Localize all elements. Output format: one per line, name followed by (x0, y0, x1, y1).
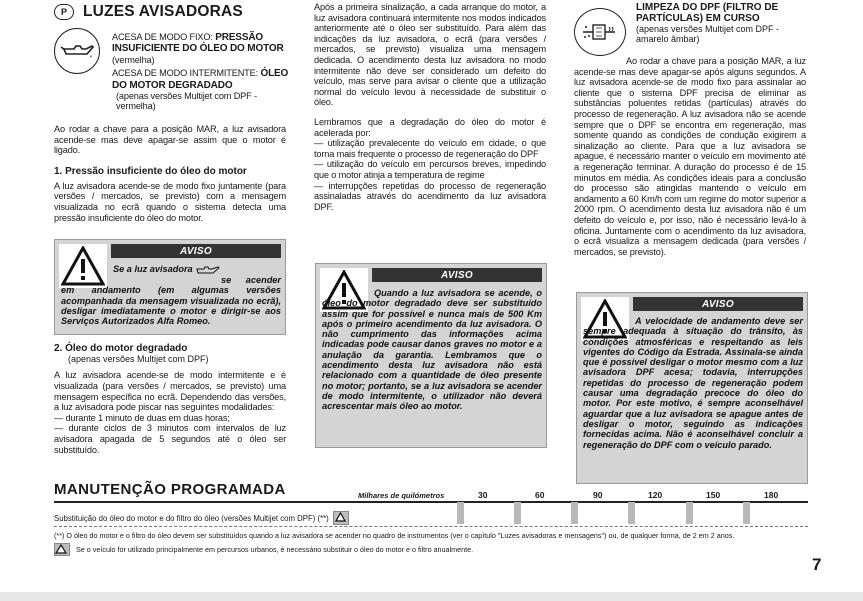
fixed-prefix: ACESA DE MODO FIXO: (112, 32, 216, 42)
oil-warning-heading (112, 32, 290, 112)
aviso-label: AVISO (111, 244, 281, 258)
col2-item2: — utilização do veículo em percursos breves, impedindo que o motor atinja a temperatura de regime (314, 159, 546, 180)
intermittent-note: (apenas versões Multijet com DPF - vermelha) (116, 91, 257, 112)
footnote-2: Se o veículo for utilizado principalmente em percursos urbanos, é necessário substituir o óleo do motor e o filtro anualmente. (76, 545, 474, 554)
dpf-title: LIMPEZA DO DPF (FILTRO DE PARTÍCULAS) EM CURSO (636, 2, 779, 24)
col1-section2 (54, 343, 286, 455)
oil-can-icon (54, 28, 100, 74)
warning-triangle-icon (54, 543, 70, 556)
page-title: LUZES AVISADORAS (83, 3, 243, 20)
km-column-shade (743, 502, 750, 524)
section2-item2: — durante ciclos de 3 minutos com intervalos de luz avisadora apagada de 5 segundos até o óleo ser substituído. (54, 423, 286, 455)
maintenance-row (54, 511, 349, 525)
warning-triangle-icon (333, 511, 349, 525)
km-value: 30 (478, 490, 488, 500)
fixed-color: (vermelha) (112, 54, 155, 65)
footnote-1: (**) O óleo do motor e o filtro do óleo devem ser substituídos quando a luz avisadora se acender no quadro de instrumentos (ver o capítulo "Luzes avisadoras e mensagens") ou, de qualquer forma, de 2 em 2 anos. (54, 531, 735, 540)
km-column-shade (457, 502, 464, 524)
oil-can-icon (195, 265, 221, 275)
column-middle (314, 2, 546, 212)
dpf-paragraph: Ao rodar a chave para a posição MAR, a luz acende-se mas deve apagar-se após alguns segundos. A luz avisadora acende-se de modo fixo para assinalar ao cliente que o sistema DPF precisa de eliminar as substâncias poluentes retidas (partículas) através do processo de regeneração. A luz avisadora não se acende sempre que o DPF se encontra em regeneração, mas somente quando as condições de condução exigirem a sinalização ao cliente. Para que a luz avisadora se apague, é necessário manter o veículo em movimento até a regeneração terminar. A duração do processo é de 15 minutos em média. As condições ideais para a conclusão do processo são atingidas mantendo o veículo em andamento a 60 Km/h com um regime do motor superior a 2000 rpm. O acendimento desta luz avisadora não é um defeito do veículo e, por isso, não é necessário levá-lo à oficina. Juntamente com o acendimento da luz avisadora, o ecrã visualiza a mensagem dedicada (para versões / mercados, se previsto). (574, 56, 806, 257)
warning-box-2 (315, 263, 547, 448)
bottom-margin-band (0, 592, 863, 601)
aviso-label: AVISO (633, 297, 803, 311)
km-column-shade (686, 502, 693, 524)
km-value: 90 (593, 490, 603, 500)
maintenance-item-label: Substituição do óleo do motor e do filtro do óleo (versões Multijet com DPF) (**) (54, 513, 329, 523)
divider-dashed (54, 526, 808, 527)
col2-item1: — utilização prevalecente do veículo em cidade, o que torna mais frequente o processo de regeneração do DPF (314, 138, 546, 159)
page-number: 7 (812, 555, 822, 574)
section2-text: A luz avisadora acende-se de modo intermitente e é visualizada (para versões / mercados, se previsto) uma mensagem específica no ecrã. Dependendo das versões, a luz avisadora pode piscar nas seguintes modalidades: (54, 370, 286, 413)
col2-para2: Lembramos que a degradação do óleo do motor é acelerada por: (314, 116, 546, 138)
col2-para1: Após a primeira sinalização, a cada arranque do motor, a luz avisadora continuará intermitente nos modos indicados anteriormente até o óleo ser substituído. Para além das indicações da luz avisadora, o ecrã (para versões / mercados, se previsto) visualiza uma mensagem dedicada. O acendimento desta luz avisadora no modo intermitente não deve ser considerado um defeito do veículo, mas serve para avisar o cliente que a utilização normal do veículo levou à necessidade de substituir o óleo. (314, 2, 546, 108)
km-value: 120 (648, 490, 663, 500)
col2-item3: — interrupções repetidas do processo de regeneração assinaladas através do acendimento da luz avisadora DPF. (314, 180, 546, 212)
section2-item1: — durante 1 minuto de duas em duas horas; (54, 412, 230, 423)
aviso-1-text: se acender em andamento (em algumas versões acompanhada da mensagem visualizada no ecrã), desligar imediatamente o motor e dirigir-se aos Serviços Autorizados Alfa Romeo. (61, 275, 281, 327)
aviso-1-text-a: Se a luz avisadora (113, 264, 193, 274)
maintenance-title: MANUTENÇÃO PROGRAMADA (54, 481, 286, 498)
dpf-filter-icon (574, 8, 626, 56)
col1-body (54, 124, 286, 223)
section2-title: 2. Óleo do motor degradado (54, 343, 188, 354)
km-column-shade (571, 502, 578, 524)
footnote-2-row (54, 543, 814, 556)
warning-box-1 (54, 239, 286, 335)
fixed-bold: PRESSÃO INSUFICIENTE DO ÓLEO DO MOTOR (112, 32, 284, 55)
intro-text: Ao rodar a chave para a posição MAR, a luz avisadora acende-se mas deve apagar-se assim que o motor é ligado. (54, 124, 286, 156)
aviso-2-text: Quando a luz avisadora se acende, o óleo do motor degradado deve ser substituído assim que for possível e nunca mais de 500 Km após o primeiro acendimento da luz avisadora. O não cumprimento das informações acima indicadas pode causar danos graves no motor e a anulação da garantia. Lembramos que o acendimento desta luz avisadora não está relacionado com a quantidade de óleo presente no motor; portanto, se a luz avisadora se acender de modo intermitente, o utilizador não deverá acrescentar mais óleo ao motor. (322, 288, 542, 412)
section1-title: 1. Pressão insuficiente do óleo do motor (54, 165, 247, 177)
section1-text: A luz avisadora acende-se de modo fixo juntamente (para versões / mercados, se previsto) com a mensagem visualizada no ecrã quando o sistema detecta uma pressão insuficiente do óleo do motor. (54, 180, 286, 223)
aviso-3-text: A velocidade de andamento deve ser sempre adequada à situação do trânsito, às condições atmosféricas e respeitando as leis vigentes do Código da Estrada. Assinala-se ainda que é possível desligar o motor mesmo com a luz avisadora DPF acesa; todavia, interrupções repetidas do processo de regeneração podem causar uma degradação precoce do óleo do motor. Por este motivo, é sempre aconselhável aguardar que a luz avisadora se apague antes de desligar o motor, seguindo as indicações fornecidas acima. Não é aconselhável concluir a regeneração do DPF com o veículo parado. (583, 316, 803, 450)
section2-note: (apenas versões Multijet com DPF) (68, 354, 209, 364)
km-label: Milhares de quilómetros (358, 491, 445, 500)
km-column-shade (628, 502, 635, 524)
dpf-note: (apenas versões Multijet com DPF - amarelo âmbar) (636, 24, 780, 45)
warning-box-3 (576, 292, 808, 484)
km-value: 60 (535, 490, 545, 500)
km-column-shade (514, 502, 521, 524)
intermittent-prefix: ACESA DE MODO INTERMITENTE: (112, 68, 261, 79)
divider (54, 501, 808, 503)
aviso-1-text-top (113, 264, 281, 275)
section-header (54, 2, 243, 22)
dpf-heading (636, 2, 812, 45)
aviso-label: AVISO (372, 268, 542, 282)
intermittent-bold: ÓLEO DO MOTOR DEGRADADO (112, 68, 289, 91)
km-value: 180 (764, 490, 779, 500)
section-letter-badge: P (54, 4, 74, 20)
km-value: 150 (706, 490, 721, 500)
